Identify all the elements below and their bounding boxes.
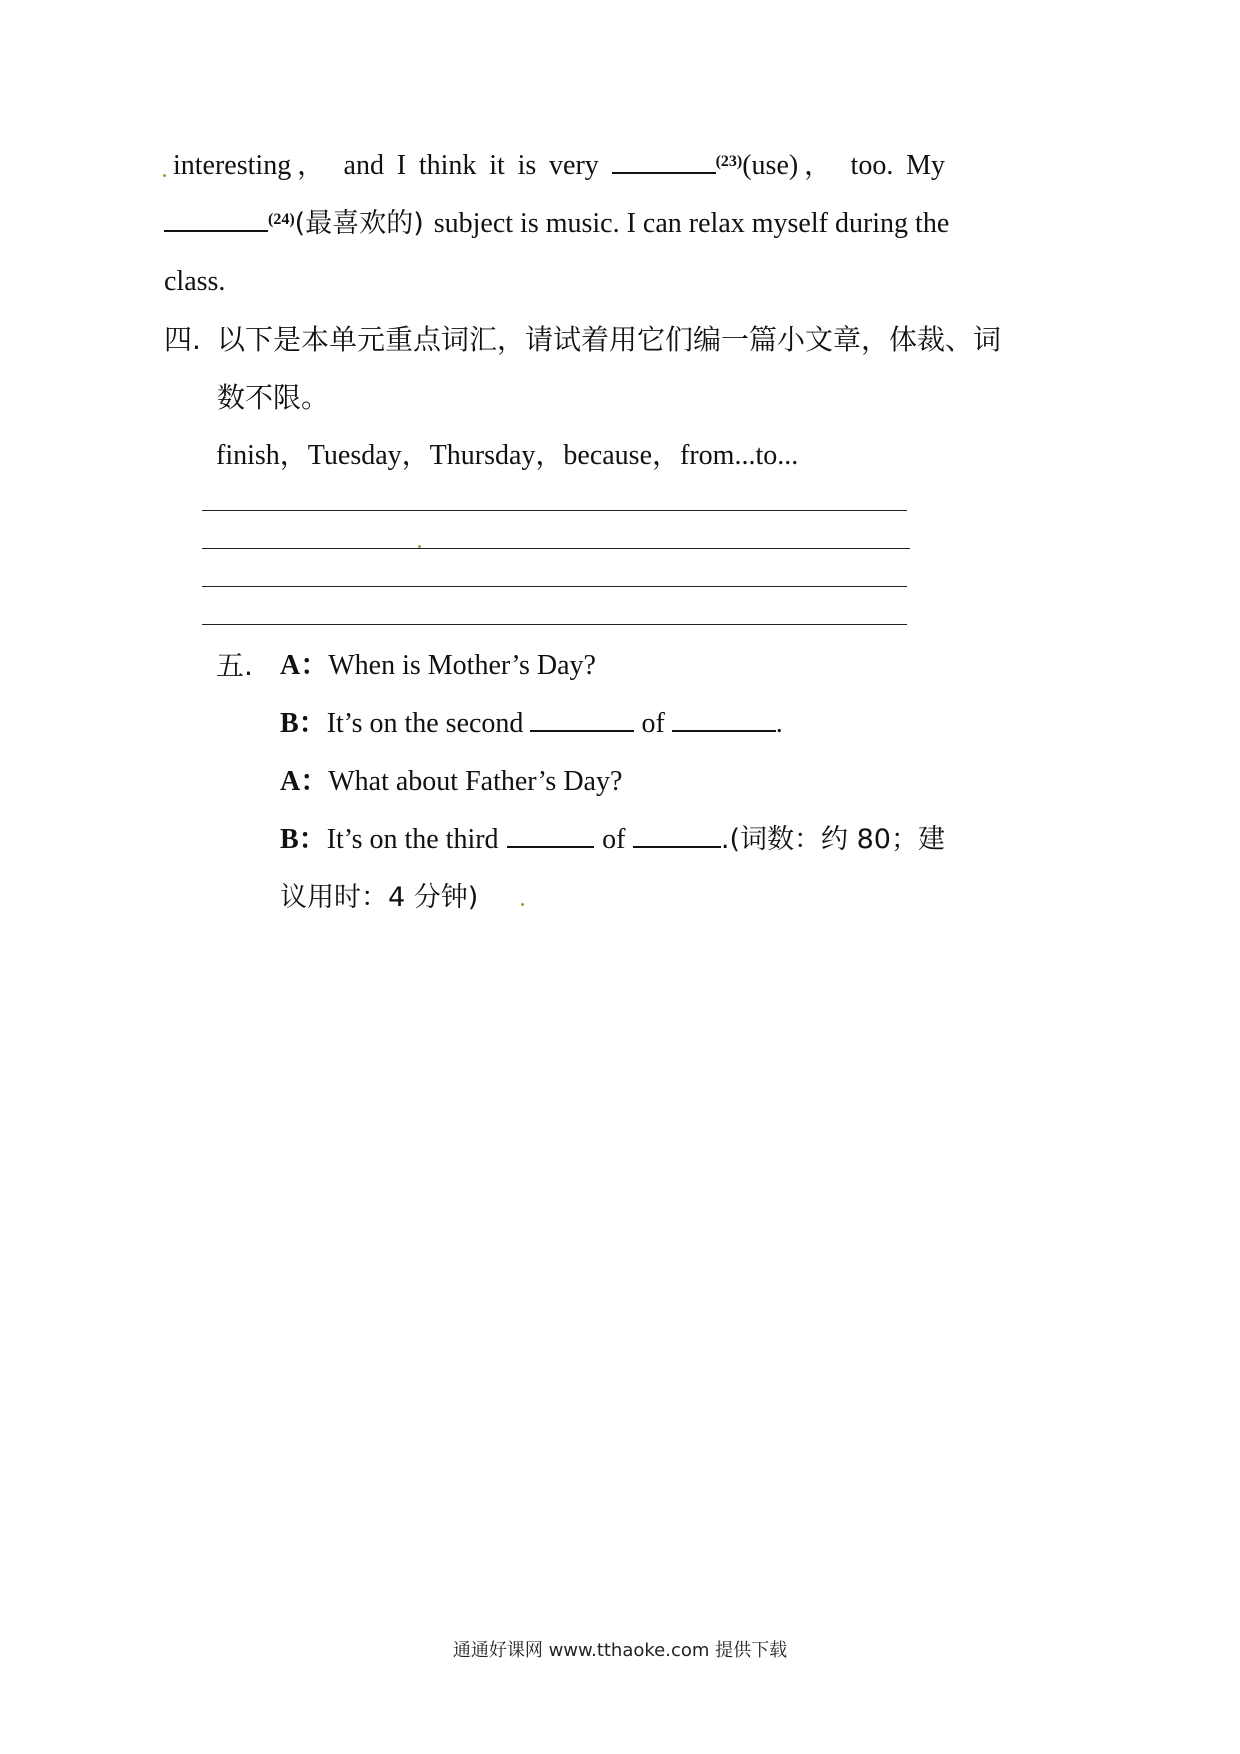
word: My: [906, 150, 946, 181]
answer-blank[interactable]: [530, 704, 634, 732]
speaker-label: A：: [280, 766, 329, 797]
passage-line-2-text: subject is music. I can relax myself during the: [433, 208, 950, 239]
writing-line-2[interactable]: [202, 548, 910, 549]
word: too.: [850, 150, 894, 181]
dialogue-line-1: [280, 646, 596, 686]
scan-dot: [418, 545, 421, 548]
passage-line-1: [173, 146, 945, 186]
dialogue-text: .: [775, 708, 783, 739]
word-count-note: .(词数：约 80；建: [720, 824, 945, 855]
word: interesting，: [173, 150, 331, 181]
blank-23-hint: (use)，: [742, 150, 838, 181]
writing-line-4[interactable]: [202, 624, 907, 625]
dialogue-text: What about Father’s Day?: [328, 766, 623, 797]
speaker-label: B：: [280, 708, 327, 739]
dialogue-text: It’s on the third: [326, 824, 499, 855]
dialogue-text: of: [641, 708, 665, 739]
word: think: [418, 150, 477, 181]
passage-line-3: class.: [164, 266, 226, 297]
answer-blank[interactable]: [507, 820, 595, 848]
section4-instruction-line-2: 数不限。: [217, 381, 330, 414]
section4-number: 四.: [164, 323, 201, 356]
blank-24-number: (24): [268, 211, 295, 228]
answer-blank[interactable]: [633, 820, 721, 848]
section5-number: 五.: [216, 649, 253, 682]
word: I: [396, 150, 407, 181]
section4-word-list: finish，Tuesday，Thursday，because，from...to...: [216, 440, 799, 471]
scan-dot: [163, 174, 166, 177]
speaker-label: A：: [280, 650, 329, 681]
word: is: [517, 150, 537, 181]
dialogue-text: When is Mother’s Day?: [328, 650, 596, 681]
passage-line-2: [164, 204, 950, 244]
page-footer: 通通好课网 www.tthaoke.com 提供下载: [452, 1640, 788, 1661]
dialogue-text: of: [602, 824, 626, 855]
blank-24[interactable]: [164, 204, 424, 244]
word: it: [489, 150, 505, 181]
section4-instruction-line-1: 以下是本单元重点词汇，请试着用它们编一篇小文章，体裁、词: [217, 323, 1002, 356]
blank-23-number: (23): [715, 153, 743, 170]
scan-dot: [521, 903, 524, 906]
word: very: [549, 150, 599, 181]
dialogue-line-3: [280, 762, 622, 802]
speaker-label: B：: [280, 824, 327, 855]
writing-line-3[interactable]: [202, 586, 907, 587]
word: and: [343, 150, 384, 181]
dialogue-line-4: [280, 820, 945, 860]
answer-blank[interactable]: [672, 704, 776, 732]
dialogue-line-2: [280, 704, 783, 744]
blank-23[interactable]: [612, 150, 838, 181]
blank-24-hint: (最喜欢的): [294, 208, 424, 239]
dialogue-text: It’s on the second: [326, 708, 524, 739]
writing-line-1[interactable]: [202, 510, 907, 511]
time-note: 议用时：4 分钟): [280, 882, 479, 913]
